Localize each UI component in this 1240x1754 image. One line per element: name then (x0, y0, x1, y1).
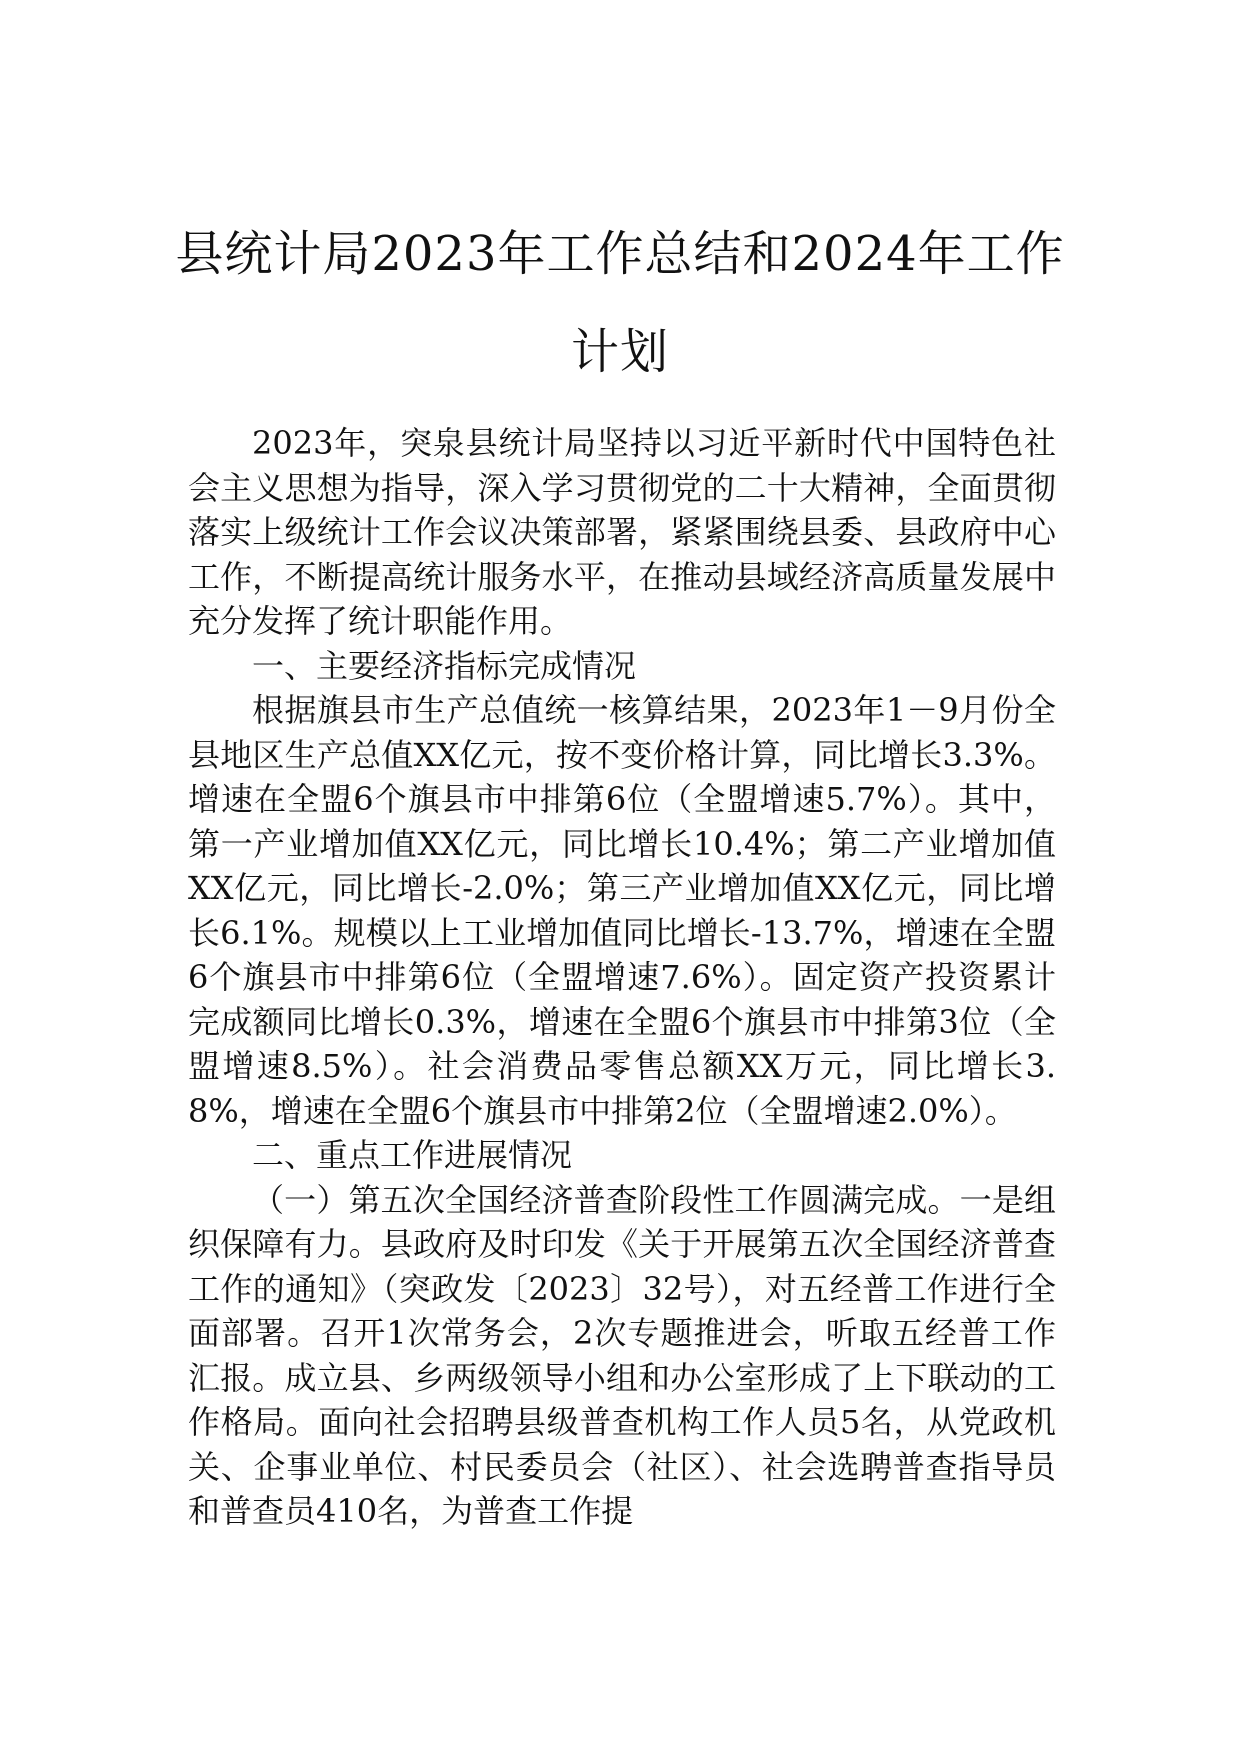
section-heading-2: 二、重点工作进展情况 (252, 1136, 573, 1174)
document-body (188, 421, 1056, 1534)
intro-paragraph: 2023年，突泉县统计局坚持以习近平新时代中国特色社会主义思想为指导，深入学习贯彻党的二十大精神，全面贯彻落实上级统计工作会议决策部署，紧紧围绕县委、县政府中心工作，不断提高统计服务水平，在推动县域经济高质量发展中充分发挥了统计职能作用。 (188, 424, 1056, 640)
document-title: 县统计局2023年工作总结和2024年工作计划 (175, 226, 1065, 380)
economic-indicators-paragraph: 根据旗县市生产总值统一核算结果，2023年1－9月份全县地区生产总值XX亿元，按不变价格计算，同比增长3.3%。增速在全盟6个旗县市中排第6位（全盟增速5.7%）。其中，第一产业增加值XX亿元，同比增长10.4%；第二产业增加值XX亿元，同比增长-2.0%；第三产业增加值XX亿元，同比增长6.1%。规模以上工业增加值同比增长-13.7%，增速在全盟6个旗县市中排第6位（全盟增速7.6%）。固定资产投资累计完成额同比增长0.3%，增速在全盟6个旗县市中排第3位（全盟增速8.5%）。社会消费品零售总额XX万元，同比增长3.8%，增速在全盟6个旗县市中排第2位（全盟增速2.0%）。 (188, 691, 1056, 1130)
section-heading-1: 一、主要经济指标完成情况 (252, 646, 637, 685)
census-work-paragraph: （一）第五次全国经济普查阶段性工作圆满完成。一是组织保障有力。县政府及时印发《关于开展第五次全国经济普查工作的通知》（突政发〔2023〕32号），对五经普工作进行全面部署。召开1次常务会，2次专题推进会，听取五经普工作汇报。成立县、乡两级领导小组和办公室形成了上下联动的工作格局。面向社会招聘县级普查机构工作人员5名，从党政机关、企事业单位、村民委员会（社区）、社会选聘普查指导员和普查员410名，为普查工作提 (188, 1180, 1056, 1530)
